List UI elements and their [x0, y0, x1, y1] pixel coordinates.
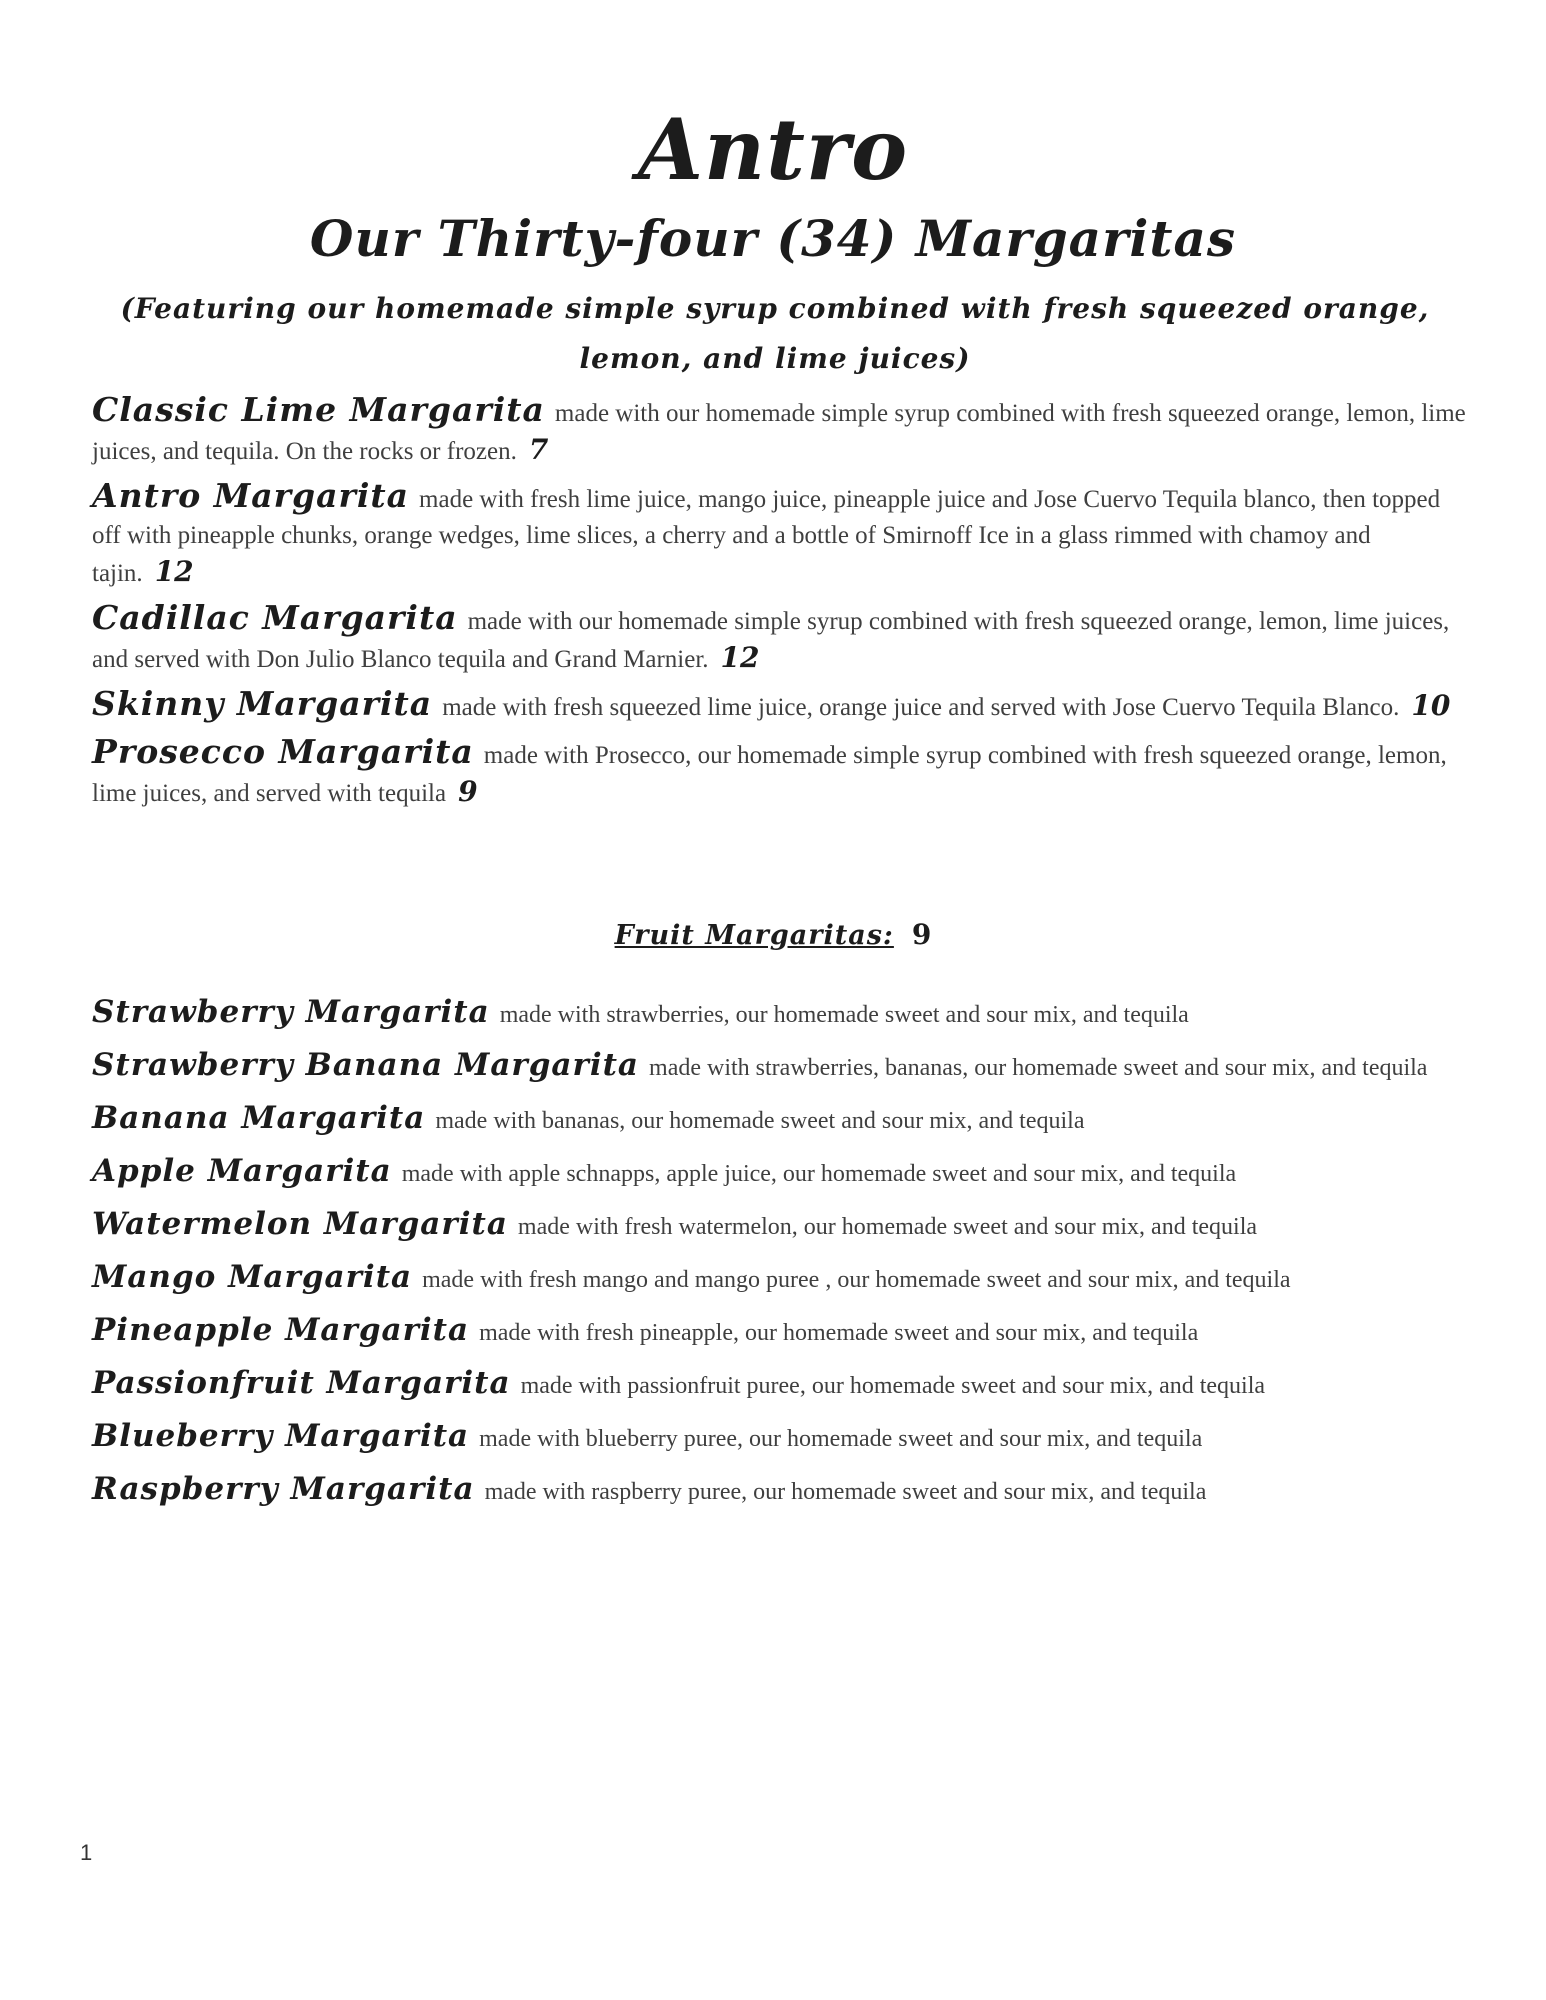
- item-name: Antro Margarita: [92, 476, 410, 515]
- item-name: Mango Margarita: [92, 1259, 413, 1295]
- fruit-margarita-list: [92, 995, 1472, 1525]
- featuring-note: (Featuring our homemade simple syrup combined with fresh squeezed orange, lemon, and lime juices): [120, 292, 1430, 375]
- item-description: made with passionfruit puree, our homemade sweet and sour mix, and tequila: [520, 1373, 1266, 1399]
- item-description: made with bananas, our homemade sweet and sour mix, and tequila: [435, 1108, 1085, 1134]
- menu-item: [92, 1366, 1472, 1403]
- menu-item: [92, 478, 1472, 592]
- item-description: made with strawberries, bananas, our homemade sweet and sour mix, and tequila: [649, 1055, 1428, 1081]
- menu-item: [92, 686, 1472, 726]
- item-name: Blueberry Margarita: [92, 1418, 470, 1454]
- item-description: made with fresh mango and mango puree , our homemade sweet and sour mix, and tequila: [422, 1267, 1291, 1293]
- item-description: made with apple schnapps, apple juice, our homemade sweet and sour mix, and tequila: [401, 1161, 1237, 1187]
- item-price: 7: [528, 433, 549, 466]
- item-name: Raspberry Margarita: [92, 1471, 475, 1507]
- item-description: made with fresh squeezed lime juice, orange juice and served with Jose Cuervo Tequila Blanco.: [442, 694, 1400, 721]
- restaurant-name: Antro: [637, 100, 909, 199]
- item-name: Watermelon Margarita: [92, 1206, 508, 1242]
- fruit-section-heading: [0, 918, 1546, 951]
- item-name: Classic Lime Margarita: [92, 390, 545, 429]
- item-price: 12: [720, 641, 760, 674]
- page-number: 1: [80, 1840, 93, 1865]
- menu-item: [92, 995, 1472, 1032]
- item-description: made with fresh lime juice, mango juice, pineapple juice and Jose Cuervo Tequila blanco, then topped off with pineapple chunks, orange wedges, lime slices, a cherry and a bottle of Smirnoff Ice in a glass rimmed with chamoy and tajin.: [92, 486, 1441, 587]
- item-price: 10: [1411, 689, 1451, 722]
- item-description: made with our homemade simple syrup combined with fresh squeezed orange, lemon, lime juices, and tequila. On the rocks or frozen.: [92, 400, 1466, 465]
- margarita-list: [92, 392, 1472, 820]
- menu-item: [92, 1419, 1472, 1456]
- item-name: Cadillac Margarita: [92, 598, 458, 637]
- menu-item: [92, 392, 1472, 470]
- item-name: Strawberry Banana Margarita: [92, 1047, 640, 1083]
- menu-item: [92, 1260, 1472, 1297]
- item-name: Skinny Margarita: [92, 684, 433, 723]
- item-description: made with strawberries, our homemade sweet and sour mix, and tequila: [499, 1002, 1189, 1028]
- menu-item: [92, 1154, 1472, 1191]
- item-description: made with fresh watermelon, our homemade sweet and sour mix, and tequila: [517, 1214, 1258, 1240]
- item-description: made with raspberry puree, our homemade sweet and sour mix, and tequila: [484, 1479, 1207, 1505]
- item-description: made with our homemade simple syrup combined with fresh squeezed orange, lemon, lime juices, and served with Don Julio Blanco tequila and Grand Marnier.: [92, 608, 1450, 673]
- section-price: 9: [911, 918, 932, 951]
- menu-item: [92, 1207, 1472, 1244]
- item-name: Passionfruit Margarita: [92, 1365, 511, 1401]
- item-price: 9: [458, 775, 478, 808]
- item-name: Strawberry Margarita: [92, 994, 490, 1030]
- item-description: made with fresh pineapple, our homemade sweet and sour mix, and tequila: [479, 1320, 1199, 1346]
- item-description: made with blueberry puree, our homemade sweet and sour mix, and tequila: [479, 1426, 1203, 1452]
- menu-item: [92, 1313, 1472, 1350]
- item-price: 12: [154, 555, 194, 588]
- menu-item: [92, 1048, 1472, 1085]
- section-title: Fruit Margaritas:: [614, 920, 894, 951]
- menu-item: [92, 1101, 1472, 1138]
- menu-item: [92, 734, 1472, 812]
- menu-subtitle: Our Thirty-four (34) Margaritas: [309, 209, 1237, 268]
- menu-item: [92, 1472, 1472, 1509]
- item-name: Apple Margarita: [92, 1153, 392, 1189]
- item-name: Pineapple Margarita: [92, 1312, 470, 1348]
- menu-item: [92, 600, 1472, 678]
- item-description: made with Prosecco, our homemade simple syrup combined with fresh squeezed orange, lemon, lime juices, and served with tequila: [92, 742, 1447, 807]
- item-name: Banana Margarita: [92, 1100, 426, 1136]
- item-name: Prosecco Margarita: [92, 732, 474, 771]
